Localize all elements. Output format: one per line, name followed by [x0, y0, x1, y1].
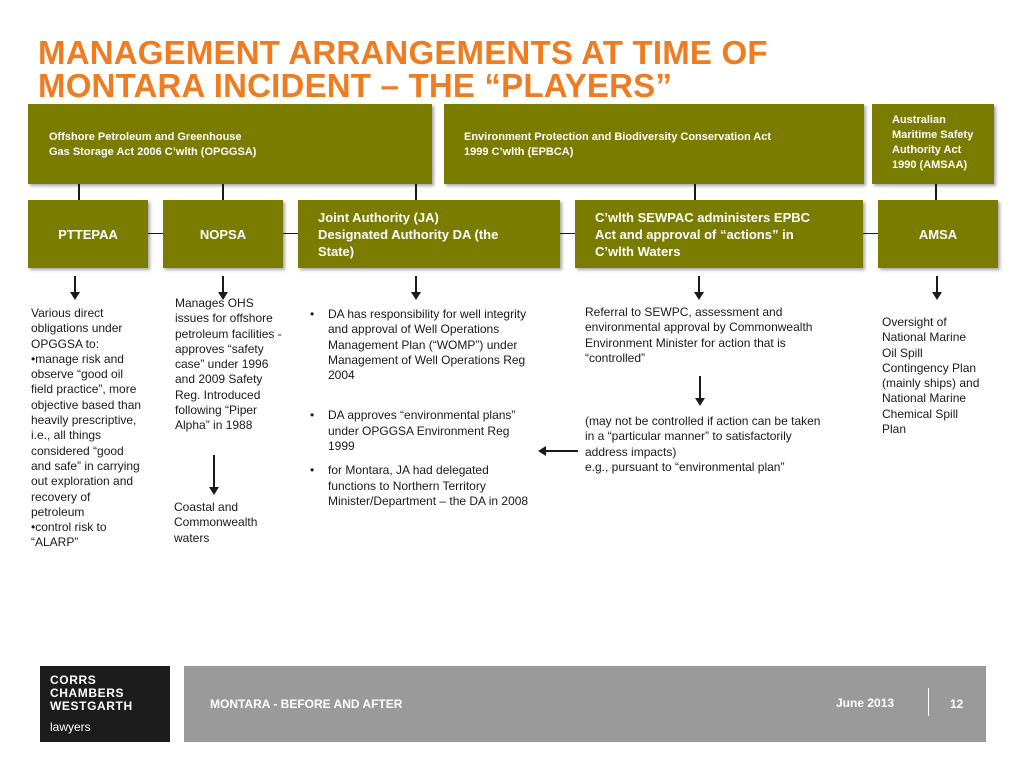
- down-arrow-icon: [70, 276, 80, 300]
- down-arrow-icon: [209, 455, 219, 495]
- text-line: address impacts): [585, 444, 677, 459]
- text-line: Alpha” in 1988: [175, 418, 253, 433]
- amsaa-line: 1990 (AMSAA): [892, 159, 968, 171]
- text-line: under OPGGSA Environment Reg: [328, 423, 510, 438]
- joint-authority-description: [308, 307, 548, 518]
- text-line: environmental approval by Commonwealth: [585, 320, 813, 335]
- text-line: objective based than: [31, 397, 142, 412]
- sewpac-line: Act and approval of “actions” in: [595, 227, 794, 242]
- sewpac-note-description: [585, 414, 855, 475]
- text-line: •control risk to: [31, 520, 107, 535]
- text-line: Commonwealth: [174, 515, 258, 530]
- text-line: recovery of: [31, 489, 91, 504]
- epbca-line: Environment Protection and Biodiversity Conservation Act: [464, 131, 772, 143]
- text-line: heavily prescriptive,: [31, 413, 137, 428]
- footer-divider: [928, 688, 929, 716]
- text-line: case” under 1996: [175, 357, 269, 372]
- text-line: Plan: [882, 422, 907, 437]
- text-line: “controlled”: [585, 350, 646, 365]
- text-line: DA approves “environmental plans”: [328, 408, 516, 423]
- amsaa-box: [872, 104, 994, 184]
- text-line: i.e., all things: [31, 428, 102, 443]
- amsaa-line: Maritime Safety: [892, 129, 974, 141]
- opggsa-line: Offshore Petroleum and Greenhouse: [49, 131, 242, 143]
- text-line: and approval of Well Operations: [328, 322, 500, 337]
- text-line: Oil Spill: [882, 345, 923, 360]
- nopsa-box: [163, 200, 283, 268]
- connector-line: [935, 184, 937, 200]
- text-line: 2004: [328, 368, 355, 383]
- text-line: Referral to SEWPC, assessment and: [585, 305, 783, 319]
- sewpac-line: C’wlth SEWPAC administers EPBC: [595, 210, 811, 225]
- logo-subtitle: lawyers: [50, 720, 91, 734]
- sewpac-referral-description: [585, 305, 855, 366]
- text-line: Contingency Plan: [882, 360, 977, 375]
- text-line: Management of Well Operations Reg: [328, 352, 526, 367]
- text-line: and safe” in carrying: [31, 458, 140, 473]
- opggsa-box: [28, 104, 432, 184]
- text-line: out exploration and: [31, 474, 134, 489]
- bullet-icon: •: [310, 463, 315, 478]
- text-line: issues for offshore: [175, 311, 273, 326]
- nopsa-label: NOPSA: [199, 226, 247, 242]
- page-title-line-1: MANAGEMENT ARRANGEMENTS AT TIME OF: [38, 34, 768, 71]
- joint-authority-box: [298, 200, 560, 268]
- logo-line: CHAMBERS: [50, 686, 125, 700]
- bullet-item: [308, 307, 548, 383]
- bullet-icon: •: [310, 408, 315, 423]
- text-line: for Montara, JA had delegated: [328, 463, 489, 478]
- text-line: field practice”, more: [31, 382, 137, 397]
- text-line: OPGGSA to:: [31, 336, 100, 351]
- text-line: observe “good oil: [31, 367, 124, 382]
- pttepaa-label: PTTEPAA: [58, 226, 118, 242]
- text-line: Reg. Introduced: [175, 387, 261, 402]
- logo-line: WESTGARTH: [50, 699, 133, 713]
- pttepaa-box: [28, 200, 148, 268]
- down-arrow-icon: [694, 276, 704, 300]
- connector-line: [415, 184, 417, 200]
- down-arrow-icon: [932, 276, 942, 300]
- text-line: Oversight of: [882, 315, 947, 329]
- joint-authority-line: Joint Authority (JA): [318, 210, 439, 225]
- logo-line: CORRS: [50, 673, 97, 687]
- bullet-item: [308, 408, 548, 454]
- amsa-description: [882, 315, 1007, 437]
- nopsa-scope: [174, 500, 299, 546]
- text-line: e.g., pursuant to “environmental plan”: [585, 459, 785, 474]
- text-line: DA has responsibility for well integrity: [328, 307, 527, 321]
- bullet-icon: •: [310, 307, 315, 321]
- sewpac-box: [575, 200, 863, 268]
- joint-authority-line: Designated Authority DA (the: [318, 227, 499, 242]
- connector-line: [222, 184, 224, 200]
- footer-label: MONTARA - BEFORE AND AFTER: [210, 697, 403, 711]
- connector-line: [78, 184, 80, 200]
- text-line: functions to Northern Territory: [328, 478, 486, 493]
- text-line: considered “good: [31, 443, 124, 458]
- bullet-item: [308, 463, 548, 509]
- down-arrow-icon: [695, 376, 705, 406]
- text-line: petroleum: [31, 504, 85, 519]
- sewpac-line: C’wlth Waters: [595, 244, 681, 259]
- opggsa-line: Gas Storage Act 2006 C’wlth (OPGGSA): [49, 146, 257, 158]
- footer-date: June 2013: [836, 696, 895, 710]
- text-line: Various direct: [31, 306, 104, 320]
- text-line: (mainly ships) and: [882, 376, 980, 391]
- text-line: approves “safety: [175, 341, 264, 356]
- text-line: petroleum facilities -: [175, 326, 282, 341]
- epbca-line: 1999 C’wlth (EPBCA): [464, 146, 574, 158]
- text-line: Coastal and: [174, 500, 239, 514]
- text-line: Management Plan (“WOMP”) under: [328, 337, 518, 352]
- text-line: waters: [174, 530, 210, 545]
- text-line: Environment Minister for action that is: [585, 335, 786, 350]
- down-arrow-icon: [411, 276, 421, 300]
- amsaa-line: Australian: [892, 114, 946, 126]
- text-line: and 2009 Safety: [175, 372, 263, 387]
- text-line: Chemical Spill: [882, 406, 959, 421]
- amsa-box: [878, 200, 998, 268]
- footer-bar: [184, 666, 986, 742]
- joint-authority-bullets: [308, 307, 548, 509]
- company-logo: [40, 666, 170, 742]
- text-line: obligations under: [31, 321, 123, 336]
- joint-authority-line: State): [318, 244, 355, 259]
- text-line: “ALARP”: [31, 535, 79, 550]
- nopsa-description: [175, 296, 300, 434]
- pttepaa-description: [31, 306, 156, 551]
- text-line: 1999: [328, 439, 355, 454]
- page-title: [38, 36, 998, 102]
- text-line: Minister/Department – the DA in 2008: [328, 493, 529, 508]
- text-line: National Marine: [882, 330, 967, 345]
- text-line: •manage risk and: [31, 351, 124, 366]
- text-line: following “Piper: [175, 403, 258, 418]
- text-line: Manages OHS: [175, 296, 254, 310]
- text-line: National Marine: [882, 391, 967, 406]
- page-title-line-2: MONTARA INCIDENT – THE “PLAYERS”: [38, 67, 673, 104]
- page-number: 12: [950, 697, 964, 711]
- text-line: in a “particular manner” to satisfactorily: [585, 429, 792, 444]
- amsa-label: AMSA: [918, 226, 958, 242]
- amsaa-line: Authority Act: [892, 144, 962, 156]
- connector-line: [694, 184, 696, 200]
- epbca-box: [444, 104, 864, 184]
- text-line: (may not be controlled if action can be taken: [585, 414, 821, 428]
